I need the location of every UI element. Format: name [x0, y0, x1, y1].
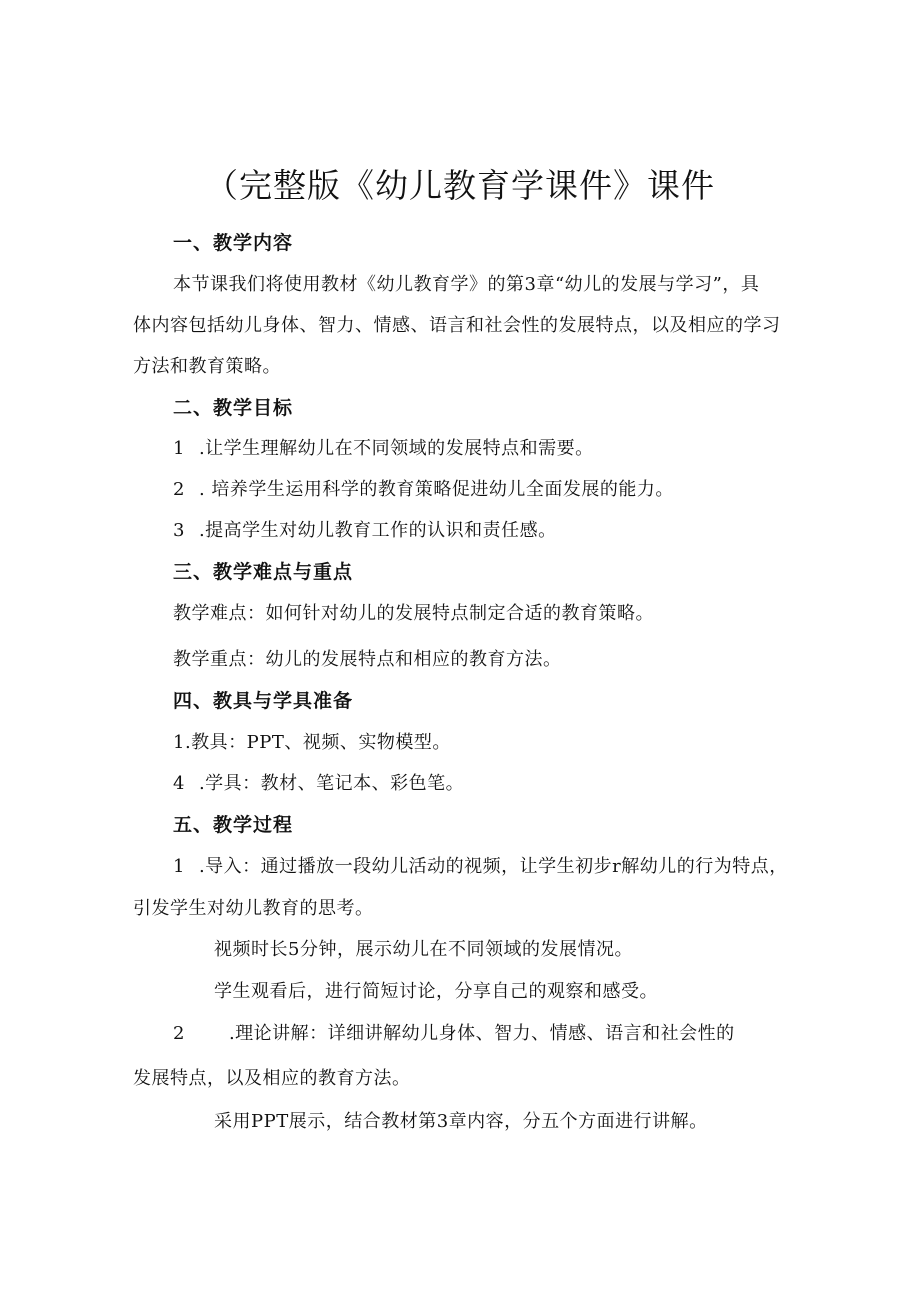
process-step-1-sub-1: 视频时长5分钟，展示幼儿在不同领域的发展情况。: [214, 939, 633, 960]
objective-item-2: [173, 475, 674, 505]
process-step-1-line-2: 引发学生对幼儿教育的思考。: [133, 898, 374, 919]
section-heading-content: 一、教学内容: [173, 232, 294, 254]
content-paragraph-line-1: 本节课我们将使用教材《幼儿教育学》的第3章“幼儿的发展与学习”，具: [173, 274, 760, 295]
process-step-1-text: .导入：通过播放一段幼儿活动的视频，让学生初步r解幼儿的行为特点，: [198, 856, 788, 877]
process-step-number-1: 1: [173, 856, 185, 877]
section-heading-materials: 四、教具与学具准备: [173, 690, 354, 712]
materials-item-1: 1.教具：PPT、视频、实物模型。: [173, 732, 451, 753]
process-step-2-line-2: 发展特点，以及相应的教育方法。: [133, 1068, 411, 1089]
section-heading-objectives: 二、教学目标: [173, 397, 294, 419]
process-step-2-sub-1: 采用PPT展示，结合教材第3章内容，分五个方面进行讲解。: [214, 1111, 708, 1132]
teaching-focus: 教学重点：幼儿的发展特点和相应的教育方法。: [173, 649, 562, 670]
materials-text-2: .学具：教材、笔记本、彩色笔。: [198, 773, 465, 794]
objective-text-3: .提高学生对幼儿教育工作的认识和责任感。: [198, 520, 557, 541]
objective-number-1: 1: [173, 438, 185, 459]
process-step-1-line-1: [173, 852, 788, 882]
document-title: （完整版《幼儿教育学课件》课件: [205, 166, 715, 205]
objective-number-3: 3: [173, 520, 185, 541]
content-paragraph-line-3: 方法和教育策略。: [133, 356, 281, 377]
content-paragraph-line-2: 体内容包括幼儿身体、智力、情感、语言和社会性的发展特点，以及相应的学习: [133, 315, 781, 336]
objective-item-3: [173, 516, 557, 546]
materials-number-2: 4: [173, 773, 185, 794]
materials-item-2: [173, 769, 464, 799]
process-step-number-2: 2: [173, 1023, 185, 1044]
objective-item-1: [173, 434, 594, 464]
objective-text-1: .让学生理解幼儿在不同领域的发展特点和需要。: [198, 438, 594, 459]
objective-number-2: 2: [173, 479, 185, 500]
process-step-1-sub-2: 学生观看后，进行简短讨论，分享自己的观察和感受。: [214, 981, 658, 1002]
process-step-2-line-1: [173, 1019, 735, 1049]
section-heading-difficulty-focus: 三、教学难点与重点: [173, 561, 354, 583]
section-heading-process: 五、教学过程: [173, 814, 294, 836]
process-step-2-text: .理论讲解：详细讲解幼儿身体、智力、情感、语言和社会性的: [228, 1023, 735, 1044]
teaching-difficulty: 教学难点：如何针对幼儿的发展特点制定合适的教育策略。: [173, 603, 654, 624]
objective-text-2: . 培养学生运用科学的教育策略促进幼儿全面发展的能力。: [198, 479, 674, 500]
